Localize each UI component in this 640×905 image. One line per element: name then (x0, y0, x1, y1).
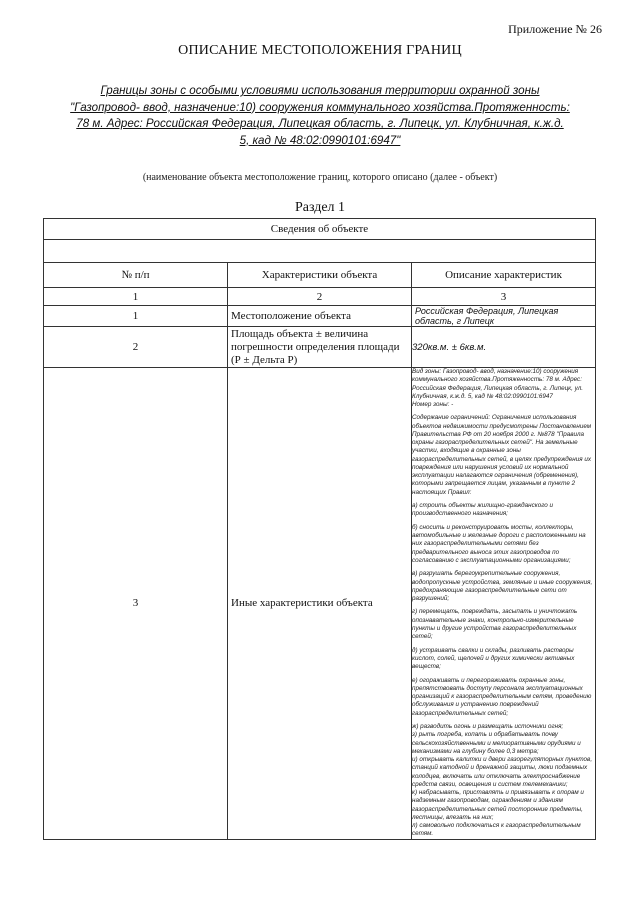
restriction-item: д) устраивать свалки и склады, разливать растворы кислот, солей, щелочей и других химически активных веществ; (412, 646, 575, 671)
row-characteristic: Площадь объекта ± величина погрешности определения площади (Р ± Дельта Р) (228, 327, 412, 368)
column-header-description: Описание характеристик (412, 263, 596, 288)
zone-title: Границы зоны с особыми условиями использования территории охранной зоны "Газопровод- ввод, назначение:10) сооружения коммунального хозяйства.Протяженность: 78 м. Адрес: Российская Федерация, Липецкая область, г. Липецк, ул. Клубничная, к.ж.д. 5, кад № 48:02:0990101:6947" (70, 84, 570, 147)
row-description: Российская Федерация, Липецкая область, г Липецк (412, 306, 596, 327)
row-number: 1 (44, 306, 228, 327)
restriction-item: е) огораживать и перегораживать охранные зоны, препятствовать доступу персонала эксплуатационных организаций к газораспределительным сетям, проведению обслуживания и устранению повреждений газораспределительных сетей; (412, 676, 592, 717)
row-description: 320кв.м. ± 6кв.м. (412, 327, 596, 368)
row-description (412, 368, 596, 840)
row-number: 3 (44, 368, 228, 840)
restrictions-text: Содержание ограничений: Ограничения использования объектов недвижимости предусмотрены Постановлением Правительства РФ от 20 ноября 2000 г. №878 "Правила охраны газораспределительных сетей". На земельные участки, входящие в охранные зоны газораспределительных сетей, в целях предупреждения их повреждения или нарушения условий их нормальной эксплуатации налагаются ограничения (обременения), которыми запрещается лицам, указанным в пункте 2 настоящих Правил: (412, 414, 592, 496)
table-row (44, 327, 596, 368)
document-title: ОПИСАНИЕ МЕСТОПОЛОЖЕНИЯ ГРАНИЦ (178, 43, 462, 58)
column-number-3: 3 (412, 288, 596, 306)
object-caption: (наименование объекта местоположение границ, которого описано (далее - объект) (142, 172, 498, 183)
table-row (44, 368, 596, 840)
restriction-item: з) рыть погреба, копать и обрабатывать почву сельскохозяйственными и мелиоративными орудиями и механизмами на глубину более 0,3 метра; (412, 731, 581, 755)
restriction-item: ж) разводить огонь и размещать источники огня; (412, 723, 564, 730)
restriction-item: а) строить объекты жилищно-гражданского и производственного назначения; (412, 502, 554, 518)
row-characteristic: Местоположение объекта (228, 306, 412, 327)
column-number-1: 1 (44, 288, 228, 306)
restriction-item: и) открывать калитки и двери газорегуляторных пунктов, станций катодной и дренажной защиты, люки подземных колодцев, включать или отключать электроснабжение средств связи, освещения и систем телемеханики; (412, 756, 593, 788)
restriction-item: в) разрушать берегоукрепительные сооружения, водопропускные устройства, земляные и иные сооружения, предохраняющие газораспределительные сети от разрушений; (412, 570, 593, 602)
restriction-item: б) сносить и реконструировать мосты, коллекторы, автомобильные и железные дороги с расположенными на них газораспределительными сетями без предварительного выноса этих газопроводов по согласованию с эксплуатационными организациями; (412, 523, 586, 564)
restriction-item: л) самовольно подключаться к газораспределительным сетям. (412, 822, 581, 838)
table-title: Сведения об объекте (44, 219, 596, 240)
column-header-number: № п/п (44, 263, 228, 288)
row-characteristic: Иные характеристики объекта (228, 368, 412, 840)
row-number: 2 (44, 327, 228, 368)
object-info-table (43, 218, 596, 840)
restriction-item: г) перемещать, повреждать, засыпать и уничтожать опознавательные знаки, контрольно-измерительные пункты и другие устройства газораспределительных сетей; (412, 608, 578, 641)
table-blank-row (44, 240, 596, 263)
zone-number-text: Номер зоны: - (412, 401, 454, 408)
zone-type-text: Вид зоны: Газопровод- ввод, назначение:10) сооружения коммунального хозяйства.Протяженность: 78 м. Адрес: Российская Федерация, Липецкая область, г. Липецк, ул. Клубничная, к.ж.д. 5, кад № 48:02:0990101:6947 (412, 368, 584, 400)
column-number-2: 2 (228, 288, 412, 306)
column-header-characteristic: Характеристики объекта (228, 263, 412, 288)
appendix-label: Приложение № 26 (508, 22, 602, 36)
table-row (44, 306, 596, 327)
section-title: Раздел 1 (294, 200, 346, 215)
restriction-item: к) набрасывать, приставлять и привязывать к опорам и надземным газопроводам, ограждениям и зданиям газораспределительных сетей посторонние предметы, лестницы, влезать на них; (412, 789, 584, 821)
